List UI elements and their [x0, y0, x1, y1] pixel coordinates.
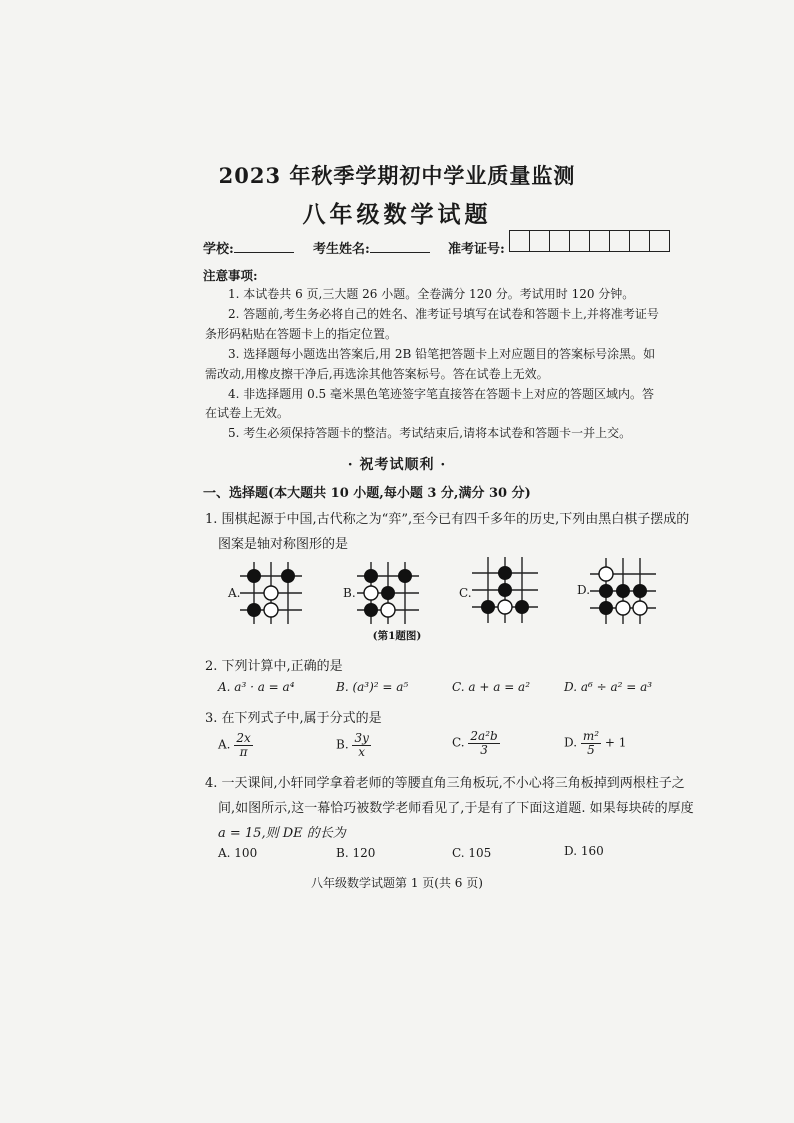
- id-box[interactable]: [630, 231, 650, 251]
- go-pattern-a[interactable]: [238, 560, 304, 626]
- fraction: [234, 732, 252, 758]
- question-3-stem: 3. 在下列式子中,属于分式的是: [205, 711, 382, 726]
- option-label-b[interactable]: B.: [343, 586, 356, 600]
- question-2-option-b[interactable]: B. (a³)² = a⁵: [336, 680, 409, 694]
- school-field[interactable]: [203, 238, 294, 257]
- figure-caption: (第1题图): [372, 630, 422, 642]
- question-2-option-c[interactable]: C. a + a = a²: [452, 680, 531, 694]
- id-box[interactable]: [650, 231, 669, 251]
- name-field[interactable]: [313, 238, 430, 257]
- good-luck-banner: · 祝考试顺利 ·: [347, 457, 447, 473]
- numerator: 2a²b: [470, 729, 498, 743]
- id-box[interactable]: [610, 231, 630, 251]
- question-2-option-d[interactable]: D. a⁶ ÷ a² = a³: [564, 680, 653, 694]
- note-item: 5. 考生必须保持答题卡的整洁。考试结束后,请将本试卷和答题卡一并上交。: [228, 426, 632, 440]
- id-box[interactable]: [510, 231, 530, 251]
- id-box[interactable]: [590, 231, 610, 251]
- id-label: 准考证号:: [448, 242, 505, 257]
- id-box[interactable]: [530, 231, 550, 251]
- note-item: 需改动,用橡皮擦干净后,再选涂其他答案标号。答在试卷上无效。: [205, 367, 549, 381]
- fraction: [581, 730, 601, 756]
- id-boxes[interactable]: [509, 230, 670, 252]
- question-3-option-d[interactable]: [564, 730, 626, 756]
- option-label-d[interactable]: D.: [577, 583, 591, 597]
- page-footer: 八年级数学试题第 1 页(共 6 页): [311, 876, 483, 890]
- option-label: D.: [564, 735, 578, 750]
- note-item: 在试卷上无效。: [205, 406, 290, 420]
- go-pattern-d[interactable]: [588, 556, 658, 626]
- fraction: [468, 730, 499, 756]
- go-pattern-b[interactable]: [355, 560, 421, 626]
- note-item: 1. 本试卷共 6 页,三大题 26 小题。全卷满分 120 分。考试用时 120 分钟。: [228, 287, 635, 301]
- school-blank[interactable]: [234, 240, 294, 253]
- question-2-stem: 2. 下列计算中,正确的是: [205, 659, 343, 674]
- name-blank[interactable]: [370, 240, 430, 253]
- question-1-stem-cont: 图案是轴对称图形的是: [218, 537, 349, 552]
- id-box[interactable]: [570, 231, 590, 251]
- question-4-stem-cont: a = 15,则 DE 的长为: [218, 826, 346, 841]
- exam-title: 2023 年秋季学期初中学业质量监测: [218, 163, 576, 188]
- note-item: 4. 非选择题用 0.5 毫米黑色笔迹签字笔直接答在答题卡上对应的答题区域内。答: [228, 387, 654, 401]
- exam-subtitle: 八年级数学试题: [302, 201, 492, 228]
- note-item: 条形码粘贴在答题卡上的指定位置。: [205, 327, 398, 341]
- question-4-stem-cont: 间,如图所示,这一幕恰巧被数学老师看见了,于是有了下面这道题. 如果每块砖的厚度: [218, 801, 694, 816]
- go-pattern-c[interactable]: [470, 555, 540, 625]
- question-3-option-c[interactable]: [452, 730, 500, 756]
- numerator: m²: [582, 729, 600, 743]
- denominator: 3: [480, 742, 488, 757]
- expression-tail: + 1: [604, 735, 627, 750]
- option-label-c[interactable]: C.: [459, 586, 472, 600]
- fraction: [352, 732, 370, 758]
- question-3-option-a[interactable]: [218, 732, 253, 758]
- question-3-option-b[interactable]: [336, 732, 371, 758]
- numerator: 3y: [354, 731, 369, 745]
- question-4-stem: 4. 一天课间,小轩同学拿着老师的等腰直角三角板玩,不小心将三角板掉到两根柱子之: [205, 776, 685, 791]
- option-label: B.: [336, 737, 349, 752]
- denominator: x: [358, 744, 366, 759]
- option-label: C.: [452, 735, 465, 750]
- numerator: 2x: [236, 731, 251, 745]
- note-item: 3. 选择题每小题选出答案后,用 2B 铅笔把答题卡上对应题目的答案标号涂黑。如: [228, 347, 656, 361]
- denominator: 5: [587, 742, 595, 757]
- question-4-option-a[interactable]: A. 100: [218, 846, 258, 860]
- name-label: 考生姓名:: [313, 242, 370, 257]
- option-label: A.: [218, 737, 231, 752]
- note-item: 2. 答题前,考生务必将自己的姓名、准考证号填写在试卷和答题卡上,并将准考证号: [228, 307, 659, 321]
- denominator: π: [239, 744, 248, 759]
- notes-heading: 注意事项:: [203, 268, 258, 283]
- question-4-option-c[interactable]: C. 105: [452, 846, 492, 860]
- question-4-option-b[interactable]: B. 120: [336, 846, 376, 860]
- question-1-stem: 1. 围棋起源于中国,古代称之为“弈”,至今已有四千多年的历史,下列由黑白棋子摆成的: [205, 512, 690, 527]
- school-label: 学校:: [203, 242, 234, 257]
- section-heading: 一、选择题(本大题共 10 小题,每小题 3 分,满分 30 分): [203, 486, 531, 501]
- id-box[interactable]: [550, 231, 570, 251]
- option-label-a[interactable]: A.: [228, 586, 241, 600]
- question-2-option-a[interactable]: A. a³ · a = a⁴: [218, 680, 295, 694]
- question-4-option-d[interactable]: D. 160: [564, 844, 604, 858]
